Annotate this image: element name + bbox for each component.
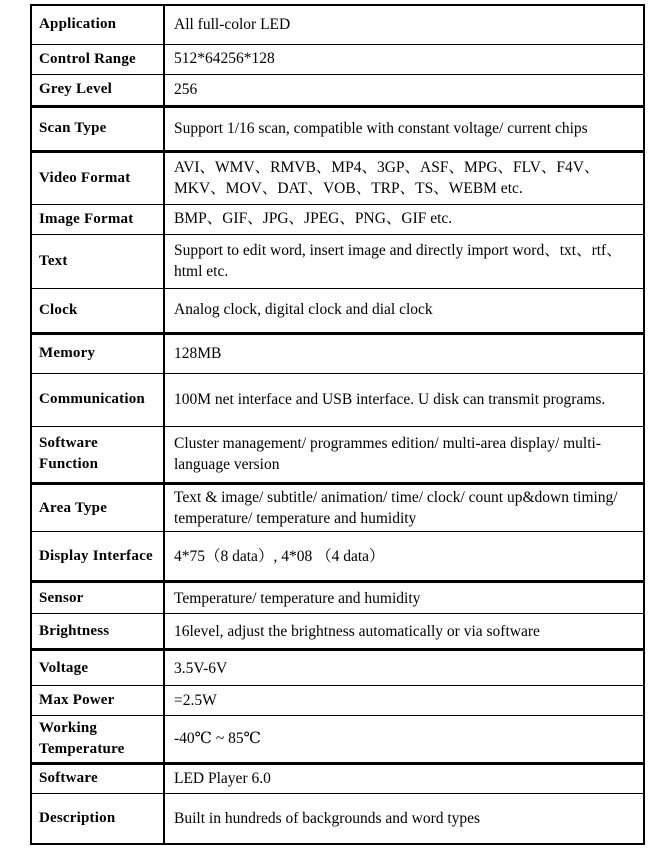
- spec-table: [30, 4, 645, 845]
- table-row: [31, 234, 644, 288]
- spec-value-cell: 4*75（8 data）, 4*08 （4 data）: [164, 532, 644, 582]
- table-row: [31, 151, 644, 204]
- spec-label-cell: Application: [31, 5, 164, 44]
- table-row: [31, 373, 644, 426]
- spec-label-cell: Voltage: [31, 650, 164, 686]
- spec-value-cell: -40℃ ~ 85℃: [164, 716, 644, 763]
- table-row: [31, 650, 644, 686]
- spec-value-cell: Cluster management/ programmes edition/ multi-area display/ multi-language version: [164, 426, 644, 483]
- spec-value-cell: Temperature/ temperature and humidity: [164, 582, 644, 614]
- table-row: [31, 532, 644, 582]
- table-row: [31, 483, 644, 532]
- spec-label-cell: Control Range: [31, 44, 164, 74]
- spec-label-cell: Image Format: [31, 204, 164, 234]
- spec-label-cell: Max Power: [31, 686, 164, 716]
- table-row: [31, 614, 644, 650]
- spec-value-cell: Analog clock, digital clock and dial clock: [164, 288, 644, 333]
- table-row: [31, 333, 644, 373]
- table-row: [31, 288, 644, 333]
- spec-label-cell: Description: [31, 793, 164, 844]
- spec-label-cell: Communication: [31, 373, 164, 426]
- table-row: [31, 204, 644, 234]
- spec-label-cell: Working Temperature: [31, 716, 164, 763]
- spec-value-cell: 128MB: [164, 333, 644, 373]
- spec-label-cell: Text: [31, 234, 164, 288]
- spec-label-cell: Clock: [31, 288, 164, 333]
- spec-label-cell: Grey Level: [31, 74, 164, 106]
- table-row: [31, 582, 644, 614]
- spec-value-cell: All full-color LED: [164, 5, 644, 44]
- spec-label-cell: Scan Type: [31, 106, 164, 151]
- spec-label-cell: Brightness: [31, 614, 164, 650]
- spec-value-cell: LED Player 6.0: [164, 763, 644, 793]
- table-row: [31, 686, 644, 716]
- table-row: [31, 763, 644, 793]
- spec-label-cell: Video Format: [31, 151, 164, 204]
- spec-table-body: [31, 5, 644, 844]
- spec-value-cell: =2.5W: [164, 686, 644, 716]
- spec-value-cell: Built in hundreds of backgrounds and word types: [164, 793, 644, 844]
- spec-label-cell: Area Type: [31, 483, 164, 532]
- spec-label-cell: Display Interface: [31, 532, 164, 582]
- spec-value-cell: 3.5V-6V: [164, 650, 644, 686]
- table-row: [31, 716, 644, 763]
- spec-value-cell: Support to edit word, insert image and directly import word、txt、rtf、html etc.: [164, 234, 644, 288]
- spec-value-cell: 100M net interface and USB interface. U disk can transmit programs.: [164, 373, 644, 426]
- spec-value-cell: BMP、GIF、JPG、JPEG、PNG、GIF etc.: [164, 204, 644, 234]
- table-row: [31, 426, 644, 483]
- table-row: [31, 106, 644, 151]
- spec-label-cell: Software: [31, 763, 164, 793]
- table-row: [31, 44, 644, 74]
- table-row: [31, 5, 644, 44]
- table-row: [31, 74, 644, 106]
- spec-value-cell: 16level, adjust the brightness automatically or via software: [164, 614, 644, 650]
- spec-label-cell: Sensor: [31, 582, 164, 614]
- spec-value-cell: 256: [164, 74, 644, 106]
- spec-value-cell: AVI、WMV、RMVB、MP4、3GP、ASF、MPG、FLV、F4V、MKV、MOV、DAT、VOB、TRP、TS、WEBM etc.: [164, 151, 644, 204]
- spec-label-cell: Memory: [31, 333, 164, 373]
- spec-value-cell: 512*64256*128: [164, 44, 644, 74]
- spec-value-cell: Support 1/16 scan, compatible with constant voltage/ current chips: [164, 106, 644, 151]
- spec-value-cell: Text & image/ subtitle/ animation/ time/ clock/ count up&down timing/ temperature/ temperature and humidity: [164, 483, 644, 532]
- spec-label-cell: Software Function: [31, 426, 164, 483]
- table-row: [31, 793, 644, 844]
